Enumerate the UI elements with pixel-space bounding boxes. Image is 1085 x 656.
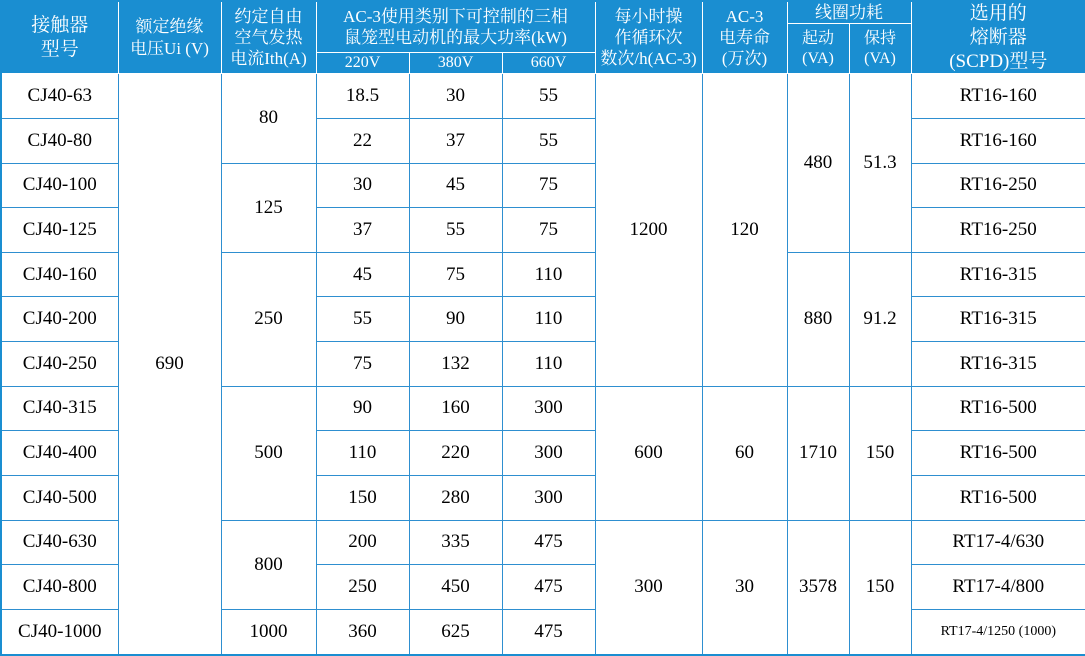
header-fuse-line1: 选用的 — [969, 3, 1027, 24]
cell-fuse: RT16-500 — [911, 386, 1085, 431]
cell-power-660: 75 — [502, 208, 595, 253]
cell-power-220: 22 — [316, 118, 409, 163]
header-pickup-line2: (VA) — [802, 49, 834, 67]
header-fuse-line3: (SCPD)型号 — [949, 50, 1048, 72]
header-ac3-electrical-life — [702, 1, 787, 74]
header-rated-insulation-voltage — [118, 1, 221, 74]
cell-thermal-current: 1000 — [221, 609, 316, 655]
header-uiv-line1: 额定绝缘 — [135, 17, 204, 37]
cell-power-380: 450 — [409, 565, 502, 610]
cell-power-380: 45 — [409, 163, 502, 208]
header-voltage-380: 380V — [409, 53, 502, 74]
cell-power-220: 18.5 — [316, 74, 409, 119]
cell-power-660: 110 — [502, 252, 595, 297]
header-ac3-line2: 鼠笼型电动机的最大功率(kW) — [344, 28, 567, 48]
header-coil-power-group — [787, 1, 911, 24]
cell-fuse: RT16-315 — [911, 297, 1085, 342]
cell-thermal-current: 250 — [221, 252, 316, 386]
cell-power-660: 110 — [502, 342, 595, 387]
cell-power-380: 75 — [409, 252, 502, 297]
cell-power-660: 475 — [502, 609, 595, 655]
cell-model: CJ40-125 — [1, 208, 118, 253]
cell-power-220: 360 — [316, 609, 409, 655]
cell-fuse: RT17-4/1250 (1000) — [911, 609, 1085, 655]
cell-power-380: 335 — [409, 520, 502, 565]
cell-power-220: 45 — [316, 252, 409, 297]
cell-fuse: RT16-250 — [911, 208, 1085, 253]
cell-fuse: RT16-500 — [911, 475, 1085, 520]
cell-model: CJ40-500 — [1, 475, 118, 520]
cell-power-380: 280 — [409, 475, 502, 520]
cell-power-660: 300 — [502, 386, 595, 431]
header-voltage-660: 660V — [502, 53, 595, 74]
cell-power-660: 110 — [502, 297, 595, 342]
header-life-line2: 电寿命 — [719, 28, 771, 47]
cell-power-380: 90 — [409, 297, 502, 342]
cell-power-220: 30 — [316, 163, 409, 208]
table-body — [1, 74, 1085, 655]
header-hold-line1: 保持 — [864, 29, 897, 47]
header-thermal-current — [221, 1, 316, 74]
cell-fuse: RT17-4/800 — [911, 565, 1085, 610]
cell-cycles: 300 — [595, 520, 702, 655]
header-cycles-line2: 作循环次 — [614, 28, 683, 47]
cell-fuse: RT17-4/630 — [911, 520, 1085, 565]
cell-thermal-current: 500 — [221, 386, 316, 520]
cell-model: CJ40-1000 — [1, 609, 118, 655]
cell-power-380: 625 — [409, 609, 502, 655]
cell-power-220: 55 — [316, 297, 409, 342]
header-ith-line1: 约定自由 — [234, 6, 303, 26]
cell-thermal-current: 80 — [221, 74, 316, 163]
cell-rated-insulation-voltage: 690 — [118, 74, 221, 655]
header-model — [1, 1, 118, 74]
cell-model: CJ40-400 — [1, 431, 118, 476]
cell-model: CJ40-800 — [1, 565, 118, 610]
cell-power-220: 90 — [316, 386, 409, 431]
cell-fuse: RT16-315 — [911, 252, 1085, 297]
cell-power-660: 55 — [502, 74, 595, 119]
cell-model: CJ40-80 — [1, 118, 118, 163]
cell-power-220: 75 — [316, 342, 409, 387]
cell-model: CJ40-630 — [1, 520, 118, 565]
header-cycles-line1: 每小时操 — [614, 6, 683, 26]
table-row — [1, 74, 1085, 119]
cell-model: CJ40-160 — [1, 252, 118, 297]
cell-coil-hold: 91.2 — [849, 252, 911, 386]
cell-model: CJ40-200 — [1, 297, 118, 342]
cell-power-380: 132 — [409, 342, 502, 387]
cell-model: CJ40-63 — [1, 74, 118, 119]
cell-power-380: 160 — [409, 386, 502, 431]
cell-power-220: 200 — [316, 520, 409, 565]
header-life-line1: AC-3 — [725, 6, 764, 26]
header-life-line3: (万次) — [721, 49, 768, 69]
header-ith-line2: 空气发热 — [234, 28, 303, 47]
cell-coil-pickup: 880 — [787, 252, 849, 386]
cell-fuse: RT16-160 — [911, 74, 1085, 119]
cell-coil-hold: 150 — [849, 386, 911, 520]
header-coil-line1: 线圈功耗 — [815, 3, 884, 22]
cell-power-660: 300 — [502, 475, 595, 520]
header-hold-line2: (VA) — [864, 49, 896, 67]
cell-power-660: 475 — [502, 520, 595, 565]
cell-power-220: 150 — [316, 475, 409, 520]
cell-life: 30 — [702, 520, 787, 655]
cell-power-380: 220 — [409, 431, 502, 476]
cell-power-220: 37 — [316, 208, 409, 253]
cell-life: 60 — [702, 386, 787, 520]
cell-model: CJ40-100 — [1, 163, 118, 208]
cell-coil-pickup: 3578 — [787, 520, 849, 655]
cell-coil-hold: 150 — [849, 520, 911, 655]
header-ac3-power-group — [316, 1, 595, 53]
header-cycles-line3: 数次/h(AC-3) — [600, 49, 697, 69]
header-ac3-line1: AC-3使用类别下可控制的三相 — [343, 6, 568, 26]
cell-cycles: 600 — [595, 386, 702, 520]
header-pickup-line1: 起动 — [802, 29, 835, 47]
header-fuse-line2: 熔断器 — [969, 26, 1027, 48]
cell-power-220: 250 — [316, 565, 409, 610]
cell-power-660: 55 — [502, 118, 595, 163]
cell-coil-hold: 51.3 — [849, 74, 911, 253]
cell-power-660: 475 — [502, 565, 595, 610]
cell-power-380: 37 — [409, 118, 502, 163]
cell-life: 120 — [702, 74, 787, 386]
header-uiv-line2: 电压Ui (V) — [130, 38, 209, 58]
cell-power-660: 300 — [502, 431, 595, 476]
cell-power-660: 75 — [502, 163, 595, 208]
cell-power-220: 110 — [316, 431, 409, 476]
cell-power-380: 30 — [409, 74, 502, 119]
cell-model: CJ40-315 — [1, 386, 118, 431]
cell-thermal-current: 125 — [221, 163, 316, 252]
cell-coil-pickup: 480 — [787, 74, 849, 253]
cell-coil-pickup: 1710 — [787, 386, 849, 520]
header-model-line2: 型号 — [40, 38, 79, 60]
cell-fuse: RT16-315 — [911, 342, 1085, 387]
table-header — [1, 1, 1085, 74]
cell-fuse: RT16-160 — [911, 118, 1085, 163]
cell-fuse: RT16-500 — [911, 431, 1085, 476]
cell-power-380: 55 — [409, 208, 502, 253]
cell-fuse: RT16-250 — [911, 163, 1085, 208]
header-voltage-220: 220V — [316, 53, 409, 74]
header-fuse — [911, 1, 1085, 74]
cell-model: CJ40-250 — [1, 342, 118, 387]
header-model-line1: 接触器 — [31, 14, 89, 36]
header-coil-pickup — [787, 24, 849, 74]
header-ith-line3: 电流Ith(A) — [230, 49, 307, 69]
header-cycles-per-hour — [595, 1, 702, 74]
header-coil-hold — [849, 24, 911, 74]
cell-cycles: 1200 — [595, 74, 702, 386]
cell-thermal-current: 800 — [221, 520, 316, 609]
header-row-1 — [1, 1, 1085, 24]
